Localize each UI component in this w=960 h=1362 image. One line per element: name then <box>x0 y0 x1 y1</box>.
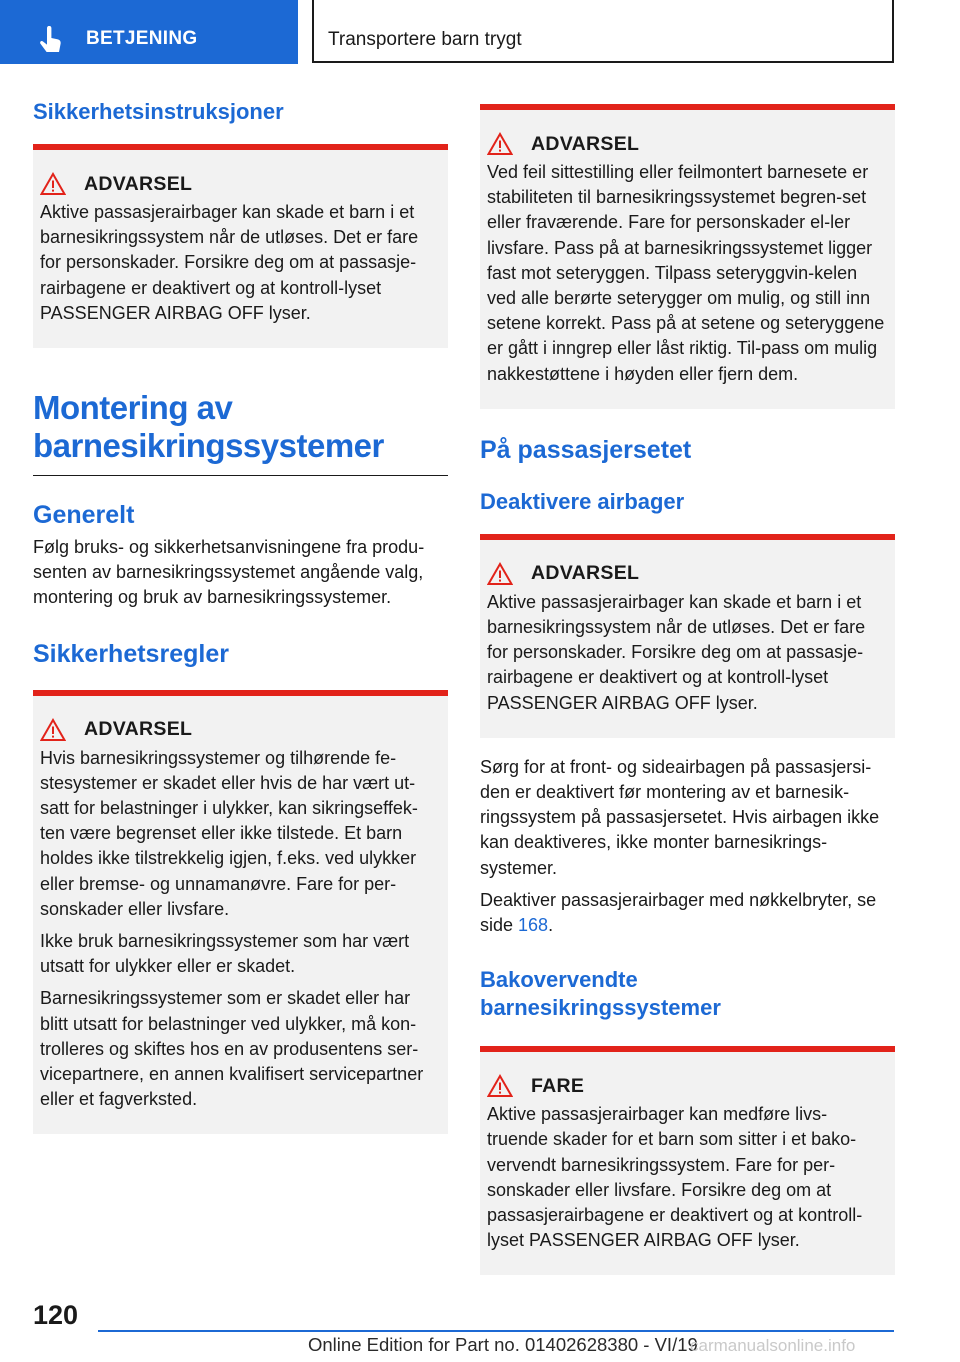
heading-safety-rules: Sikkerhetsregler <box>33 639 229 668</box>
watermark: carmanualsonline.info <box>690 1336 856 1355</box>
warning-header <box>40 172 440 196</box>
warning-header <box>487 562 887 586</box>
warning-header <box>487 132 887 156</box>
warning-triangle-icon <box>487 1074 513 1098</box>
warning-box <box>480 534 895 738</box>
heading-rear-facing: Bakovervendte barnesikringssystemer <box>480 967 721 1021</box>
warning-title: ADVARSEL <box>531 562 640 585</box>
deactivate-text: Deaktiver passasjerairbager med nøkkelbryter, se side <box>480 889 877 936</box>
right-column <box>480 104 895 1275</box>
warning-triangle-icon <box>40 718 66 742</box>
deactivate-reference <box>480 888 895 938</box>
warning-text: Hvis barnesikringssystemer og tilhørende fe-stesystemer er skadet eller hvis de har vært ut-satt for belastninger i ulykker, kan sikringseffek-ten være begrenset eller ikke tilstede. Et barn holdes ikke tilstrekkelig igjen, f.eks. ved ulykker eller bremse- og unnamanøvre. Fare for per-sonskader eller livsfare. <box>40 747 418 919</box>
warning-triangle-icon <box>40 172 66 196</box>
heading-mounting: Montering av barnesikringssystemer <box>33 389 384 465</box>
page-number: 120 <box>33 1300 79 1330</box>
warning-title: ADVARSEL <box>531 132 640 155</box>
danger-box <box>480 1046 895 1275</box>
warning-box <box>33 690 448 1135</box>
deactivate-period: . <box>548 915 554 936</box>
warning-text: Aktive passasjerairbager kan skade et barn i et barnesikringssystem når de utløses. Det er fare for personskader. Forsikre deg om at passasje-rairbagene er deaktivert og at kontroll-lyset PASSENGER AIRBAG OFF lyser. <box>487 591 866 713</box>
heading-rule <box>33 475 448 476</box>
warning-title: ADVARSEL <box>84 718 193 741</box>
warning-box <box>33 144 448 348</box>
warning-text: Aktive passasjerairbager kan skade et barn i et barnesikringssystem når de utløses. Det er fare for personskader. Forsikre deg om at passasje-rairbagene er deaktivert og at kontroll-lyset PASSENGER AIRBAG OFF lyser. <box>40 202 419 323</box>
page-link-168[interactable]: 168 <box>518 915 549 936</box>
heading-passenger-seat: På passasjersetet <box>480 435 692 464</box>
general-text: Følg bruks- og sikkerhetsanvisningene fra produ-senten av barnesikringssystemet angående valg, montering og bruk av barnesikringssystemer. <box>33 537 425 608</box>
airbag-instructions: Sørg for at front- og sideairbagen på passasjersi-den er deaktivert før montering av et barnesik-ringssystem på passasjersetet. Hvis airbagen ikke kan deaktiveres, ikke monter barnesikrings-systemer. <box>480 756 880 878</box>
warning-text: Barnesikringssystemer som er skadet eller har blitt utsatt for belastninger ved ulykker, må kon-trolleres og skiftes hos en av produsentens ser-vicepartnere, en annen kvalifisert servicepartner eller et fagverksted. <box>40 988 424 1110</box>
danger-title: FARE <box>531 1074 585 1097</box>
warning-title: ADVARSEL <box>84 172 193 195</box>
warning-triangle-icon <box>487 562 513 586</box>
danger-text: Aktive passasjerairbager kan medføre livs-truende skader for et barn som sitter i et bako-vervendt barnesikringssystem. Fare for per-sonskader eller livsfare. Forsikre deg om at passasjerairbagene er deaktivert og at kontroll-lyset PASSENGER AIRBAG OFF lyser. <box>487 1104 863 1251</box>
warning-header <box>40 718 440 742</box>
chapter-tab[interactable] <box>0 0 298 64</box>
warning-box <box>480 104 895 409</box>
heading-safety-instructions: Sikkerhetsinstruksjoner <box>33 99 284 124</box>
section-title: Transportere barn trygt <box>328 29 522 50</box>
warning-text: Ikke bruk barnesikringssystemer som har vært utsatt for ulykker eller er skadet. <box>40 931 410 977</box>
edition-text: Online Edition for Part no. 01402628380 - VI/19 <box>308 1334 698 1355</box>
section-header <box>312 0 894 63</box>
warning-text: Ved feil sittestilling eller feilmontert barnesete er stabiliteten til barnesikringssystemet begren-set eller fraværende. Fare for personskader el-ler livsfare. Pass på at barnesikringssystemet ligger fast mot seteryggen. Tilpass seteryggvin-kelen ved alle berørte seterygger om mulig, og still inn setene korrekt. Pass på at setene og seteryggene er gått i inngrep eller låst riktig. Til-pass om mulig nakkestøttene i høyden eller fjern dem. <box>487 162 885 384</box>
heading-deactivate-airbags: Deaktivere airbager <box>480 488 685 514</box>
warning-triangle-icon <box>487 132 513 156</box>
chapter-label: BETJENING <box>86 28 198 49</box>
left-column <box>33 98 448 1134</box>
danger-header <box>487 1074 887 1098</box>
footer-rule <box>98 1330 894 1332</box>
hand-pointer-icon <box>38 26 64 54</box>
heading-general: Generelt <box>33 501 135 530</box>
